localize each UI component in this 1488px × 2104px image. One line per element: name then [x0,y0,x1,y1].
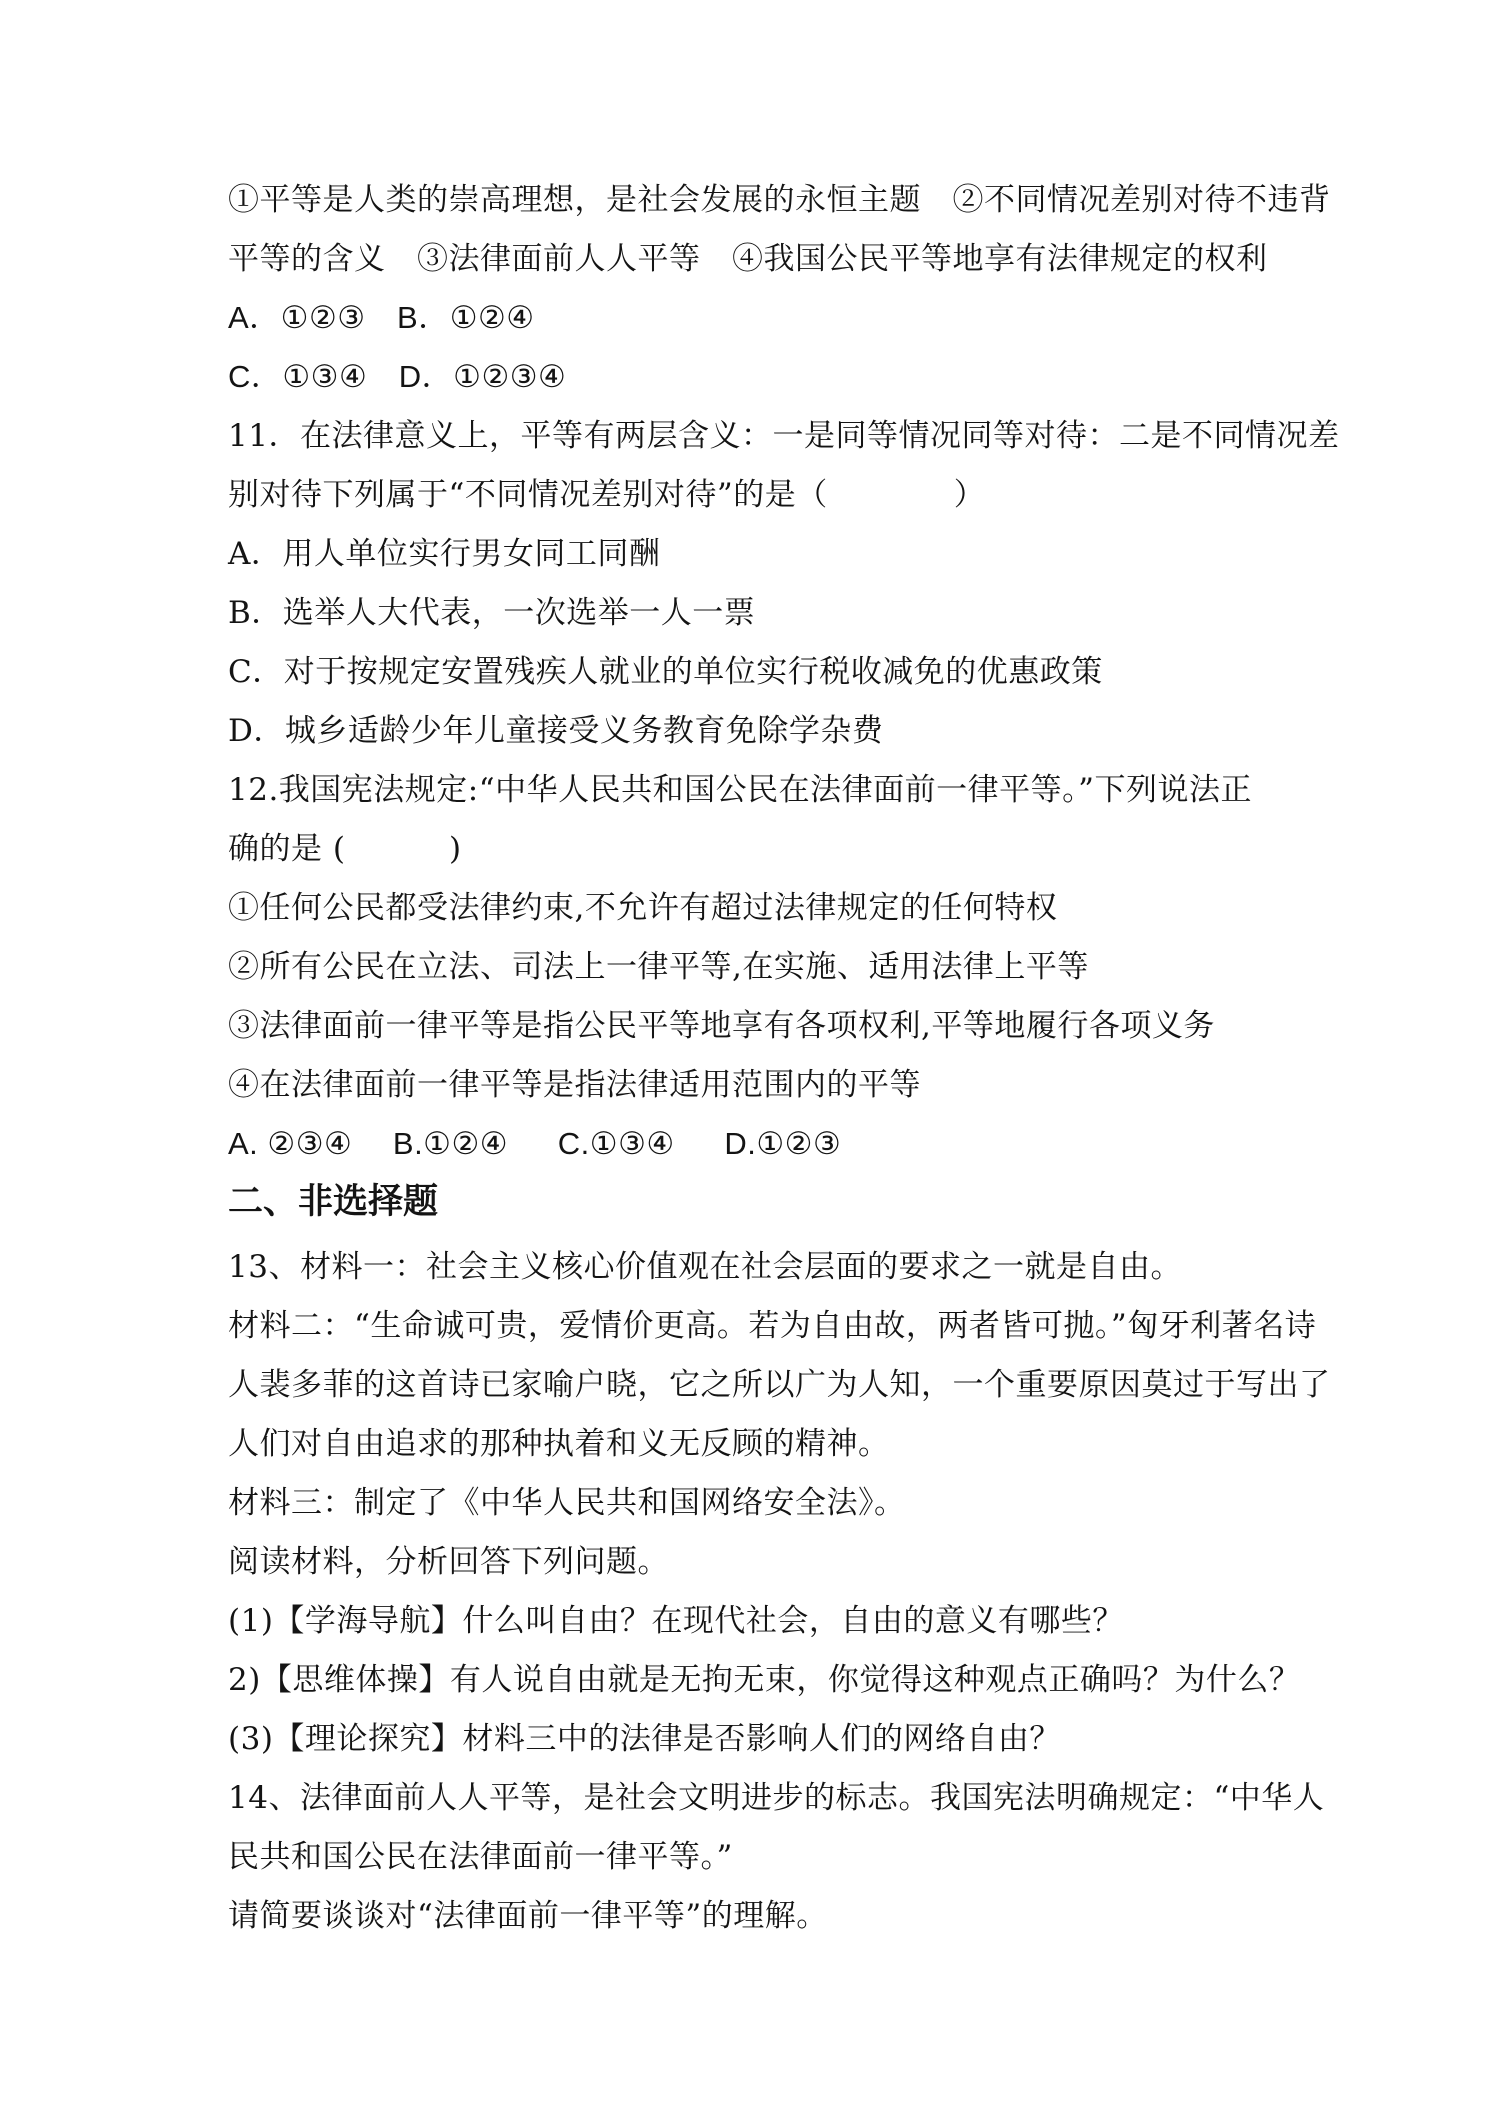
q12-options: A. ②③④ B.①②④ C.①③④ D.①②③ [228,1126,842,1161]
q11-stem-line1: 11．在法律意义上，平等有两层含义：一是同等情况同等对待：二是不同情况差 [228,418,1340,454]
q13-instruction: 阅读材料，分析回答下列问题。 [228,1544,669,1580]
section-heading: 二、非选择题 [228,1182,439,1222]
q13-sub-question-3: (3)【理论探究】材料三中的法律是否影响人们的网络自由？ [228,1721,1061,1757]
q12-item-3: ③法律面前一律平等是指公民平等地享有各项权利,平等地履行各项义务 [228,1008,1215,1044]
q10-stem-line2: 平等的含义 ③法律面前人人平等 ④我国公民平等地享有法律规定的权利 [228,241,1268,277]
q10-options-ab: A．①②③ B．①②④ [228,300,535,335]
q12-item-2: ②所有公民在立法、司法上一律平等,在实施、适用法律上平等 [228,949,1089,985]
q13-material-1: 13、材料一：社会主义核心价值观在社会层面的要求之一就是自由。 [228,1249,1182,1285]
q13-material-2-line1: 材料二：“生命诚可贵，爱情价更高。若为自由故，两者皆可抛。”匈牙利著名诗 [228,1308,1317,1344]
q12-stem-line2: 确的是 ( ) [228,831,462,867]
q12-stem-line1: 12.我国宪法规定:“中华人民共和国公民在法律面前一律平等。”下列说法正 [228,772,1252,808]
q11-stem-line2: 别对待下列属于“不同情况差别对待”的是（ ） [228,477,986,513]
q10-options-cd: C．①③④ D．①②③④ [228,359,567,394]
q14-prompt: 请简要谈谈对“法律面前一律平等”的理解。 [228,1898,828,1934]
q10-stem-line1: ①平等是人类的崇高理想，是社会发展的永恒主题 ②不同情况差别对待不违背 [228,182,1331,218]
q11-option-b: B．选举人大代表，一次选举一人一票 [228,595,756,631]
q14-stem-line1: 14、法律面前人人平等，是社会文明进步的标志。我国宪法明确规定：“中华人 [228,1780,1325,1816]
q13-material-2-line3: 人们对自由追求的那种执着和义无反顾的精神。 [228,1426,890,1462]
q14-stem-line2: 民共和国公民在法律面前一律平等。” [228,1839,733,1875]
q13-sub-question-2: 2)【思维体操】有人说自由就是无拘无束，你觉得这种观点正确吗？为什么？ [228,1662,1301,1698]
q13-material-2-line2: 人裴多菲的这首诗已家喻户晓，它之所以广为人知，一个重要原因莫过于写出了 [228,1367,1331,1403]
q12-item-4: ④在法律面前一律平等是指法律适用范围内的平等 [228,1067,921,1103]
q12-item-1: ①任何公民都受法律约束,不允许有超过法律规定的任何特权 [228,890,1058,926]
q13-sub-question-1: (1)【学海导航】什么叫自由？在现代社会，自由的意义有哪些？ [228,1603,1124,1639]
q13-material-3: 材料三：制定了《中华人民共和国网络安全法》。 [228,1485,906,1521]
q11-option-d: D．城乡适龄少年儿童接受义务教育免除学杂费 [228,713,884,749]
q11-option-c: C．对于按规定安置残疾人就业的单位实行税收减免的优惠政策 [228,654,1103,690]
q11-option-a: A．用人单位实行男女同工同酬 [228,536,661,572]
